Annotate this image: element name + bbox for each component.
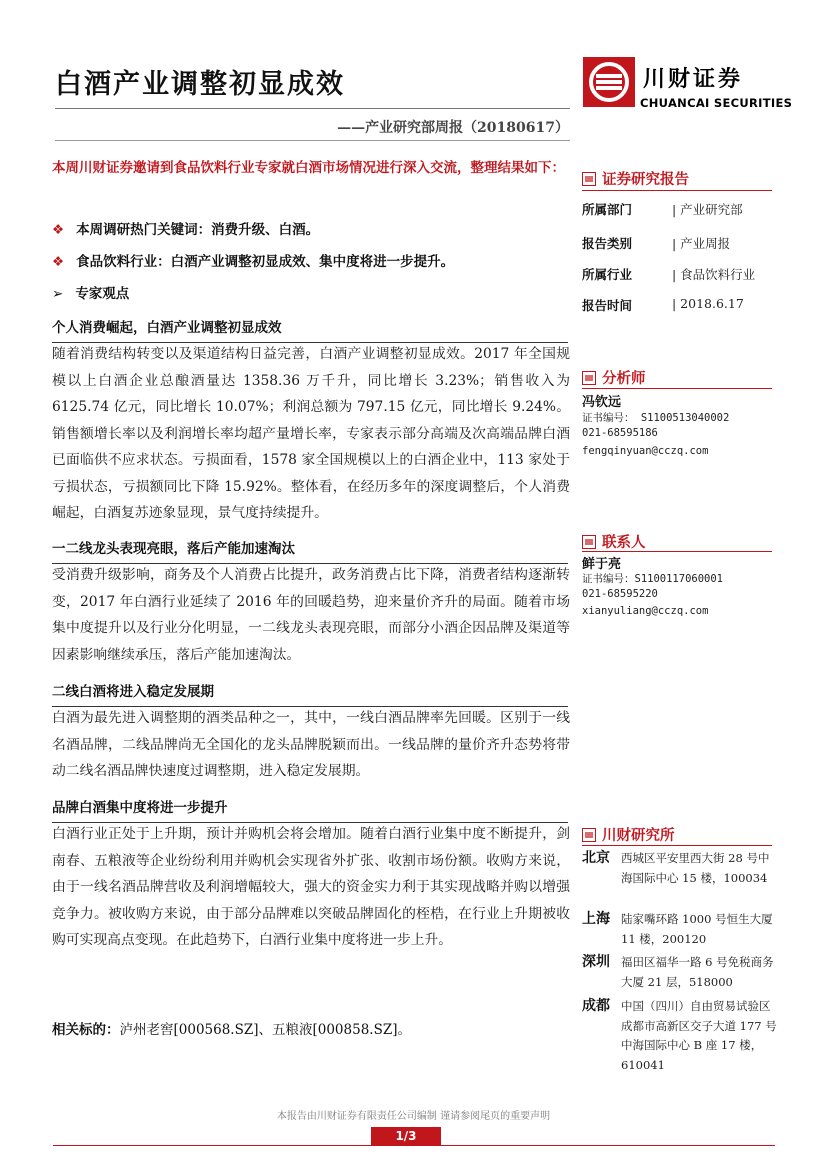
subtitle-divider — [55, 140, 570, 141]
office-address-beijing: 西城区平安里西大街 28 号中海国际中心 15 楼，100034 — [621, 851, 770, 885]
brand-mark-icon — [582, 172, 596, 186]
brand-mark-icon — [582, 535, 596, 549]
bullet-keywords — [52, 218, 319, 238]
expert-view-label — [52, 282, 129, 302]
contact-heading-text: 联系人 — [602, 535, 646, 551]
institute-heading — [582, 824, 675, 845]
info-label-department: 所属部门 — [582, 202, 633, 217]
office-address-shanghai: 陆家嘴环路 1000 号恒生大厦 11 楼，200120 — [621, 912, 773, 946]
report-info-heading — [582, 168, 689, 189]
office-address-shenzhen: 福田区福华一路 6 号免税商务大厦 21 层，518000 — [621, 955, 774, 989]
info-value-category: | 产业周报 — [672, 236, 731, 251]
contact-heading — [582, 531, 646, 552]
contact-cert: 证书编号：S1100117060001 — [582, 573, 724, 585]
office-city-shanghai: 上海 — [582, 911, 610, 927]
info-value-department: | 产业研究部 — [672, 202, 743, 217]
intro-text: 本周川财证券邀请到食品饮料行业专家就白酒市场情况进行深入交流，整理结果如下： — [52, 160, 565, 176]
info-label-industry: 所属行业 — [582, 267, 633, 282]
sidebar-divider — [582, 551, 772, 552]
bullet-text: 食品饮料行业：白酒产业调整初显成效、集中度将进一步提升。 — [76, 254, 455, 270]
related-targets — [52, 1018, 411, 1038]
expert-label-text: 专家观点 — [75, 286, 130, 302]
section-heading-3: 二线白酒将进入稳定发展期 — [52, 680, 568, 707]
section-body-1: 随着消费结构转变以及渠道结构日益完善，白酒产业调整初显成效。2017 年全国规模以上白酒企业总酿酒量达 1358.36 万千升，同比增长 3.23%；销售收入为 6125.74 亿元，同比增长 10.07%；利润总额为 797.15 亿元，同比增长 9.24%。销售额增长率以及利润增长率均超产量增长率，专家表示部分高端及次高端品牌白酒已面临供不应求状态。亏损面看，1578 家全国规模以上的白酒企业中，113 家处于亏损状态，亏损额同比下降 15.92%。整体看，在经历多年的深度调整后，个人消费崛起，白酒复苏迹象显现，景气度持续提升。 — [52, 346, 570, 521]
report-subtitle: ——产业研究部周报（20180617） — [337, 120, 569, 136]
info-value-date: | 2018.6.17 — [672, 296, 744, 311]
office-city-beijing: 北京 — [582, 850, 610, 866]
contact-email[interactable]: xianyuliang@cczq.com — [582, 605, 709, 617]
report-title: 白酒产业调整初显成效 — [55, 69, 345, 100]
info-value-industry: | 食品饮料行业 — [672, 267, 756, 282]
section-body-4: 白酒行业正处于上升期，预计并购机会将会增加。随着白酒行业集中度不断提升，剑南春、五粮液等企业纷纷利用并购机会实现省外扩张、收割市场份额。收购方来说，由于一线名酒品牌营收及利润增幅较大，强大的资金实力利于其实现战略并购以增强竞争力。被收购方来说，由于部分品牌难以突破品牌固化的桎梏，在行业上升期被收购可实现高点变现。在此趋势下，白酒行业集中度将进一步上升。 — [52, 826, 570, 948]
page-number: 1/3 — [371, 1127, 441, 1145]
office-address-chengdu: 中国（四川）自由贸易试验区成都市高新区交子大道 177 号中海国际中心 B 座 17 楼，610041 — [621, 999, 777, 1072]
sidebar-divider — [582, 190, 772, 191]
related-value: 泸州老窖[000568.SZ]、五粮液[000858.SZ]。 — [119, 1022, 411, 1038]
section-body-2: 受消费升级影响，商务及个人消费占比提升，政务消费占比下降，消费者结构逐渐转变，2017 年白酒行业延续了 2016 年的回暖趋势，迎来量价齐升的局面。随着市场集中度提升以及行业分化明显，一二线龙头表现亮眼，而部分小酒企因品牌及渠道等因素影响继续承压，落后产能加速淘汰。 — [52, 567, 570, 663]
sidebar-divider — [582, 845, 772, 846]
contact-phone: 021-68595220 — [582, 588, 658, 600]
analyst-name: 冯钦远 — [582, 395, 622, 410]
analyst-heading-text: 分析师 — [602, 371, 646, 387]
arrow-bullet-icon: ➢ — [52, 286, 64, 302]
institute-heading-text: 川财研究所 — [602, 828, 675, 844]
section-body-3: 白酒为最先进入调整期的酒类品种之一，其中，一线白酒品牌率先回暖。区别于一线名酒品牌，二线品牌尚无全国化的龙头品牌脱颖而出。一线品牌的量价齐升态势将带动二线名酒品牌快速度过调整期，进入稳定发展期。 — [52, 710, 570, 779]
brand-name-cn: 川财证券 — [643, 67, 744, 92]
footer-divider — [53, 1145, 775, 1146]
bullet-text: 本周调研热门关键词：消费升级、白酒。 — [76, 222, 320, 238]
section-heading-4: 品牌白酒集中度将进一步提升 — [52, 796, 568, 823]
report-info-heading-text: 证券研究报告 — [602, 172, 689, 188]
analyst-email[interactable]: fengqinyuan@cczq.com — [582, 445, 709, 457]
related-label: 相关标的： — [52, 1022, 120, 1038]
title-divider — [55, 108, 570, 109]
office-city-shenzhen: 深圳 — [582, 954, 610, 970]
analyst-heading — [582, 367, 646, 388]
analyst-phone: 021-68595186 — [582, 427, 658, 439]
analyst-cert: 证书编号： S1100513040002 — [582, 412, 730, 424]
section-heading-2: 一二线龙头表现亮眼，落后产能加速淘汰 — [52, 537, 568, 564]
chuancai-logo-icon — [582, 56, 636, 108]
office-city-chengdu: 成都 — [582, 998, 610, 1014]
contact-name: 鲜于亮 — [582, 557, 622, 572]
info-label-category: 报告类别 — [582, 236, 633, 251]
brand-name-en: CHUANCAI SECURITIES — [640, 96, 793, 110]
brand-mark-icon — [582, 828, 596, 842]
diamond-bullet-icon: ❖ — [52, 222, 65, 238]
sidebar-divider — [582, 388, 772, 389]
footer-disclaimer: 本报告由川财证券有限责任公司编制 谨请参阅尾页的重要声明 — [276, 1111, 551, 1122]
section-heading-1: 个人消费崛起，白酒产业调整初显成效 — [52, 316, 568, 343]
info-label-date: 报告时间 — [582, 298, 633, 313]
brand-mark-icon — [582, 371, 596, 385]
diamond-bullet-icon: ❖ — [52, 254, 65, 270]
bullet-industry — [52, 250, 454, 270]
